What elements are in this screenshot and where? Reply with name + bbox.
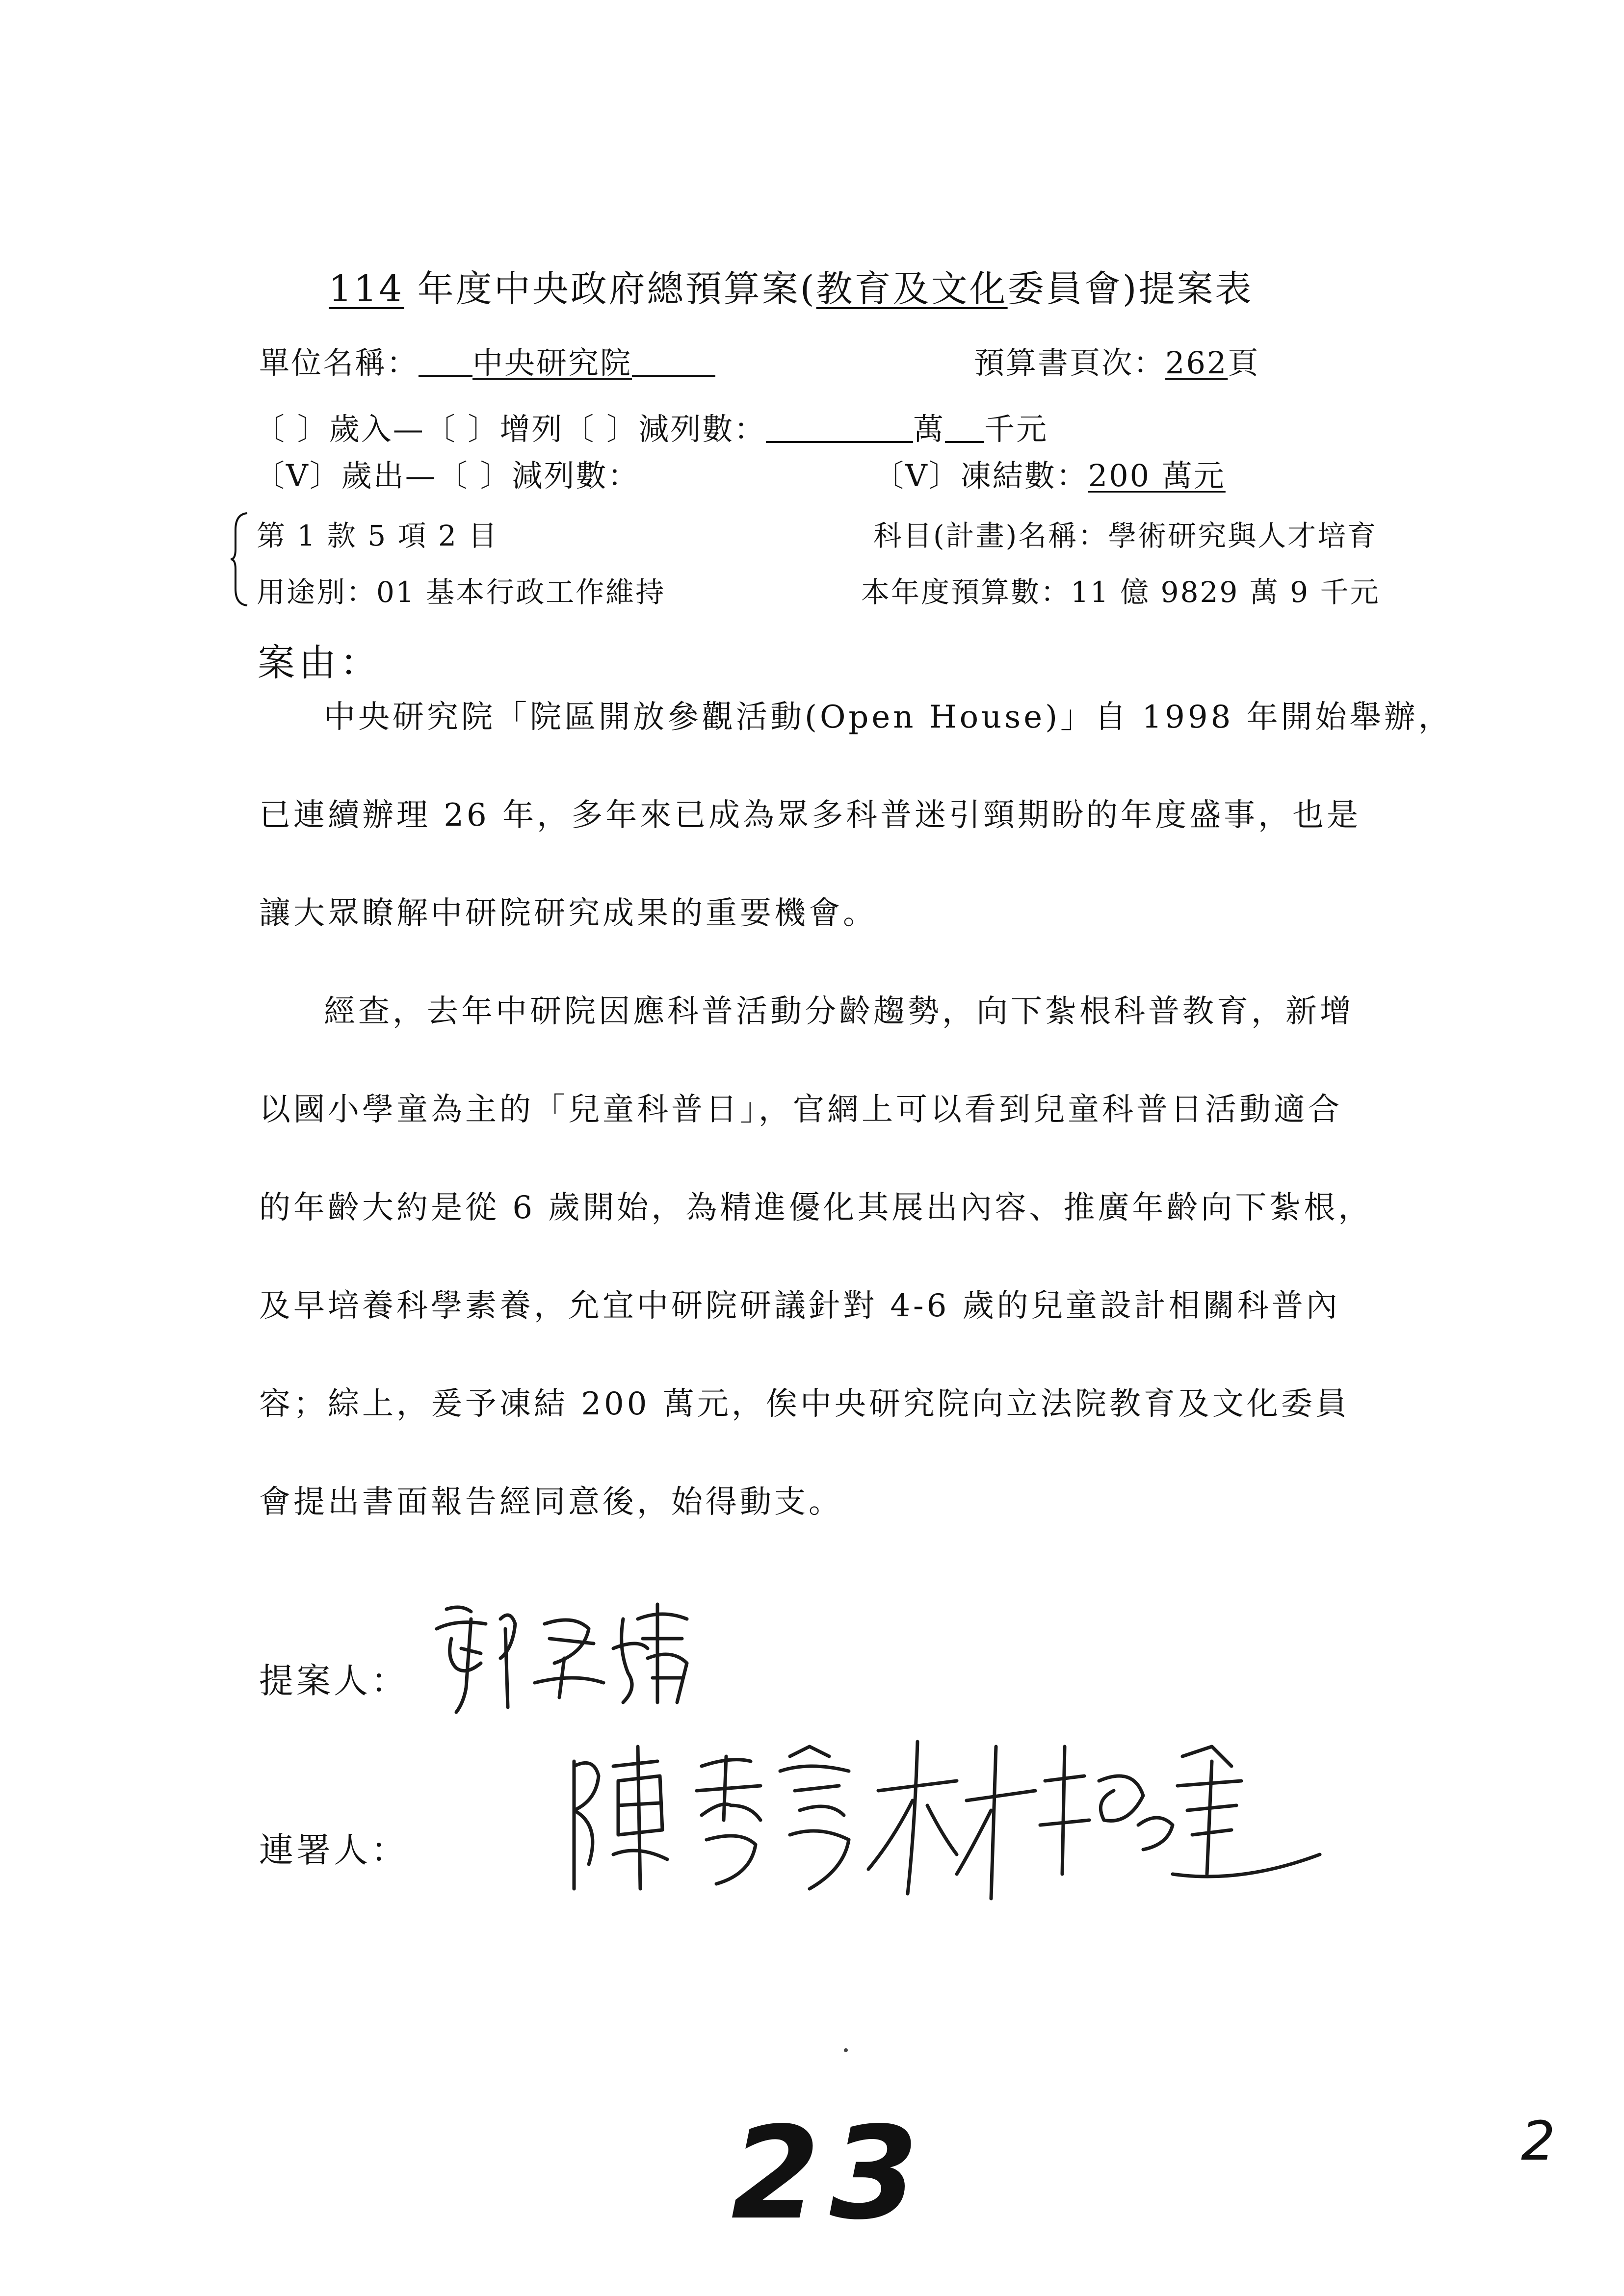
item-code: 第 1 款 5 項 2 目 [257,519,498,552]
expense-text: 〔V〕歲出—〔 〕減列數： [254,458,640,494]
revenue-unit-qian: 千元 [984,411,1048,447]
unit-name-blank-left [419,344,472,377]
expense-row [254,451,639,495]
budget-page-label: 預算書頁次： [974,345,1166,381]
paragraph-line-4: 經查，去年中研院因應科普活動分齡趨勢，向下紮根科普教育，新增 [324,993,1354,1030]
cosigner-label: 連署人： [259,1830,408,1870]
paragraph-line-3: 讓大眾瞭解中研院研究成果的重要機會。 [259,895,877,932]
paragraph-line-5: 以國小學童為主的「兒童科普日」，官網上可以看到兒童科普日活動適合 [259,1092,1342,1128]
purpose: 用途別：01 基本行政工作維持 [257,575,666,609]
corner-mark: 2 [1521,2110,1555,2172]
paragraph-line-6: 的年齡大約是從 6 歲開始，為精進優化其展出內容、推廣年齡向下紮根， [259,1190,1373,1226]
proposer-signature [427,1590,780,1737]
unit-name-label: 單位名稱： [259,345,419,381]
paragraph-line-8: 容；綜上，爰予凍結 200 萬元，俟中央研究院向立法院教育及文化委員 [259,1386,1350,1422]
document-title [329,260,1254,312]
revenue-unit-wan: 萬 [913,411,945,447]
paragraph-line-9: 會提出書面報告經同意後，始得動支。 [259,1484,843,1520]
proposer-label: 提案人： [259,1661,408,1701]
title-pre: 年度中央政府總預算案( [404,268,816,310]
page-number: 23 [731,2100,928,2248]
paragraph-line-2: 已連續辦理 26 年，多年來已成為眾多科普迷引頸期盼的年度盛事，也是 [259,797,1362,834]
title-committee: 教育及文化 [816,268,1008,310]
revenue-thousand-blank [945,411,984,443]
annual-budget: 本年度預算數：11 億 9829 萬 9 千元 [861,575,1380,609]
unit-name-value: 中央研究院 [472,345,632,381]
unit-name-row [259,339,715,382]
stray-dot [844,2048,848,2052]
unit-name-blank-right [632,344,715,377]
freeze-row [873,451,1226,495]
paragraph-line-1: 中央研究院「院區開放參觀活動(Open House)」自 1998 年開始舉辦， [324,699,1453,735]
revenue-amount-blank [766,411,913,443]
revenue-row [254,405,1048,448]
revenue-text: 〔 〕歲入—〔 〕增列〔 〕減列數： [254,411,766,447]
subject-label: 科目(計畫)名稱： [873,519,1108,552]
cosigner-signature [554,1727,1339,1913]
title-post: 委員會)提案表 [1007,268,1254,310]
reason-label: 案由： [258,641,381,684]
freeze-value: 200 萬元 [1088,458,1226,494]
budget-page-row [974,339,1259,382]
brace-bracket [231,510,250,608]
subject-value: 學術研究與人才培育 [1108,519,1378,552]
paragraph-line-7: 及早培養科學素養，允宜中研院研議針對 4-6 歲的兒童設計相關科普內 [259,1288,1340,1324]
subject-row [873,513,1377,554]
freeze-label: 〔V〕凍結數： [873,458,1088,494]
budget-page-suffix: 頁 [1228,345,1260,381]
budget-page-value: 262 [1165,345,1228,381]
title-year: 114 [329,268,404,310]
